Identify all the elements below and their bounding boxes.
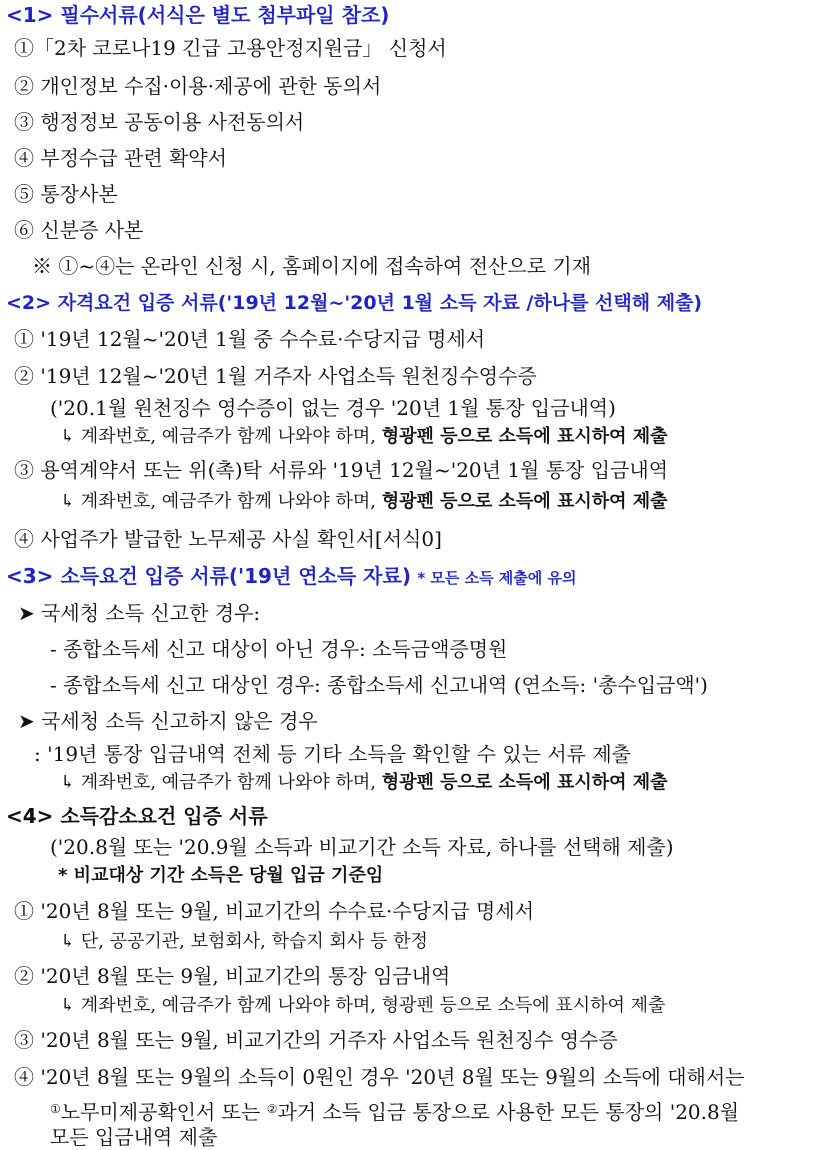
section4-item-2: ② '20년 8월 또는 9월, 비교기간의 통장 임금내역 [14, 964, 451, 988]
section3-bullet-2-sub: : '19년 통장 입금내역 전체 등 기타 소득을 확인할 수 있는 서류 제출 [34, 742, 631, 766]
note-text: ↳ 계좌번호, 예금주가 함께 나와야 하며, [60, 772, 382, 793]
section3-bullet-1-sub-1: - 종합소득세 신고 대상이 아닌 경우: 소득금액증명원 [50, 637, 508, 661]
section2-item-2-sub: ('20.1월 원천징수 영수증이 없는 경우 '20년 1월 통장 입금내역) [50, 396, 616, 420]
section2-heading: <2> 자격요건 입증 서류('19년 12월~'20년 1월 소득 자료 /하나를 선택해 제출) [6, 292, 703, 314]
section1-item-4: ④ 부정수급 관련 확약서 [14, 146, 227, 170]
section3-bullet-2: ➤ 국세청 소득 신고하지 않은 경우 [18, 709, 318, 733]
section4-item-2-note: ↳ 계좌번호, 예금주가 함께 나와야 하며, 형광펜 등으로 소득에 표시하여 제출 [60, 995, 666, 1016]
note-bold-text: 형광펜 등으로 소득에 표시하여 제출 [381, 772, 668, 793]
section4-item-4-line-3: 모든 입금내역 제출 [50, 1125, 218, 1149]
section2-item-4: ④ 사업주가 발급한 노무제공 사실 확인서[서식0] [14, 527, 442, 551]
section3-bullet-1: ➤ 국세청 소득 신고한 경우: [18, 601, 261, 625]
section1-heading: <1> 필수서류(서식은 별도 첨부파일 참조) [6, 3, 390, 27]
section1-item-6: ⑥ 신분증 사본 [14, 218, 144, 242]
note-bold-text: 형광펜 등으로 소득에 표시하여 제출 [381, 426, 668, 447]
section4-item-1-note: ↳ 단, 공공기관, 보험회사, 학습지 회사 등 한정 [60, 931, 428, 952]
note-text: ↳ 계좌번호, 예금주가 함께 나와야 하며, [60, 491, 382, 512]
section4-sub: ('20.8월 또는 '20.9월 소득과 비교기간 소득 자료, 하나를 선택해 제출) [50, 835, 674, 859]
section4-heading: <4> 소득감소요건 입증 서류 [6, 804, 268, 828]
section1-note: ※ ①~④는 온라인 신청 시, 홈페이지에 접속하여 전산으로 기재 [32, 254, 592, 278]
section4-sub-bold: * 비교대상 기간 소득은 당월 입금 기준임 [58, 865, 384, 886]
section2-item-3: ③ 용역계약서 또는 위(촉)탁 서류와 '19년 12월~'20년 1월 통장 입금내역 [14, 458, 669, 482]
section1-item-5: ⑤ 통장사본 [14, 182, 118, 206]
section1-item-2: ② 개인정보 수집·이용·제공에 관한 동의서 [14, 74, 382, 98]
section3-bullet-2-note [60, 770, 668, 796]
note-text: ↳ 계좌번호, 예금주가 함께 나와야 하며, [60, 426, 382, 447]
superscript-2: ② [266, 1102, 278, 1116]
section3-bullet-1-sub-2: - 종합소득세 신고 대상인 경우: 종합소득세 신고내역 (연소득: '총수입금액') [50, 673, 708, 697]
section3-heading: <3> 소득요건 입증 서류('19년 연소득 자료) [6, 564, 411, 588]
superscript-1: ① [50, 1102, 61, 1116]
section1-item-3: ③ 행정정보 공동이용 사전동의서 [14, 110, 305, 134]
section3-heading-line [6, 563, 576, 591]
section1-item-1: ①「2차 코로나19 긴급 고용안정지원금」 신청서 [14, 36, 447, 60]
section2-item-1: ① '19년 12월~'20년 1월 중 수수료·수당지급 명세서 [14, 327, 486, 351]
section4-item-3: ③ '20년 8월 또는 9월, 비교기간의 거주자 사업소득 원천징수 영수증 [14, 1028, 618, 1052]
item-4-text-a: 노무미제공확인서 또는 [60, 1100, 267, 1124]
note-bold-text: 형광펜 등으로 소득에 표시하여 제출 [381, 491, 668, 512]
section2-item-2: ② '19년 12월~'20년 1월 거주자 사업소득 원천징수영수증 [14, 364, 537, 388]
section4-item-4-line-2 [50, 1096, 739, 1125]
section3-heading-note: * 모든 소득 제출에 유의 [417, 569, 577, 587]
item-4-text-b: 과거 소득 입금 통장으로 사용한 모든 통장의 '20.8월 [277, 1100, 740, 1124]
section2-item-3-note [60, 489, 668, 515]
section2-item-2-note [60, 424, 668, 450]
section4-item-4-line-1: ④ '20년 8월 또는 9월의 소득이 0원인 경우 '20년 8월 또는 9월의 소득에 대해서는 [14, 1065, 745, 1089]
section4-item-1: ① '20년 8월 또는 9월, 비교기간의 수수료·수당지급 명세서 [14, 899, 535, 923]
